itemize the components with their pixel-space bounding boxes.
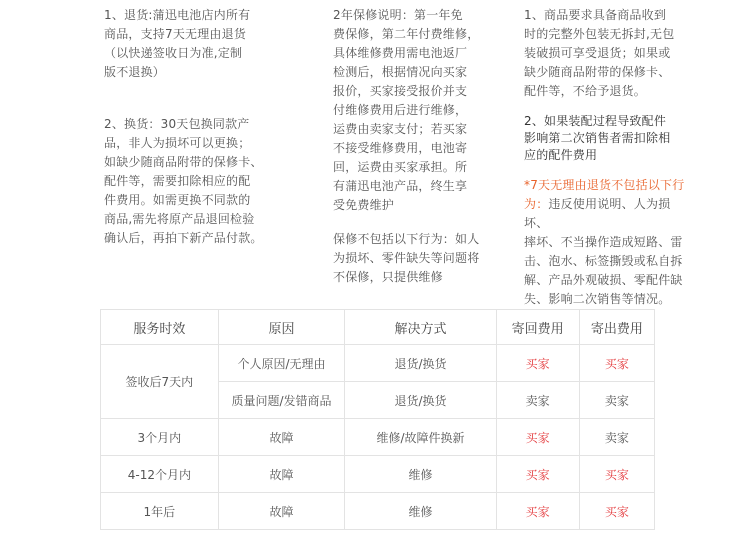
exclusion-details: 违反使用说明、人为损坏、 摔坏、不当操作造成短路、雷 击、泡水、标签撕毁或私自拆 解、产品外观破损、零配件缺 失、影响二次销售等情况。 [524, 197, 683, 306]
ship-fee-cell: 卖家 [579, 419, 654, 456]
solution-cell: 退货/换货 [345, 345, 496, 382]
return-fee-cell: 买家 [496, 419, 579, 456]
header-solution: 解决方式 [345, 310, 496, 345]
table-row [101, 493, 655, 530]
reason-cell: 故障 [218, 493, 345, 530]
period-cell: 3个月内 [101, 419, 219, 456]
table-row [101, 345, 655, 382]
ship-fee-cell: 买家 [579, 456, 654, 493]
solution-cell: 维修 [345, 456, 496, 493]
return-policy-text: 1、退货:蒲迅电池店内所有 商品，支持7天无理由退货 （以快递签收日为准,定制 版不退换） [104, 8, 251, 79]
table-row [101, 456, 655, 493]
return-fee-cell: 买家 [496, 345, 579, 382]
policy-column-warranty [333, 6, 488, 287]
exclusion-warning: *7天无理由退货不包括以下行 为： [524, 178, 685, 211]
accessory-deduction-text: 2、如果装配过程导致配件 影响第二次销售者需扣除相 应的配件费用 [524, 114, 671, 162]
solution-cell: 维修/故障件换新 [345, 419, 496, 456]
reason-cell: 个人原因/无理由 [218, 345, 345, 382]
period-cell: 4-12个月内 [101, 456, 219, 493]
exclusion-paragraph [524, 176, 694, 309]
header-reason: 原因 [218, 310, 345, 345]
policy-column-conditions [524, 6, 694, 309]
header-ship-fee: 寄出费用 [579, 310, 654, 345]
return-fee-cell: 卖家 [496, 382, 579, 419]
reason-cell: 故障 [218, 419, 345, 456]
header-period: 服务时效 [101, 310, 219, 345]
reason-cell: 故障 [218, 456, 345, 493]
warranty-policy-text: 2年保修说明：第一年免 费保修，第二年付费维修， 具体维修费用需电池返厂 检测后，根据情况向买家 报价，买家接受报价并支 付维修费用后进行维修， 运费由卖家支付；若买家 不接受维修费用，电池寄 回，运费由买家承担。所 有蒲迅电池产品，终生享 受免费维护 [333, 8, 480, 212]
header-return-fee: 寄回费用 [496, 310, 579, 345]
ship-fee-cell: 卖家 [579, 382, 654, 419]
warranty-exclusion-text: 保修不包括以下行为：如人 为损坏、零件缺失等问题将 不保修，只提供维修 [333, 232, 480, 284]
solution-cell: 退货/换货 [345, 382, 496, 419]
period-cell: 签收后7天内 [101, 345, 219, 419]
reason-cell: 质量问题/发错商品 [218, 382, 345, 419]
return-fee-cell: 买家 [496, 456, 579, 493]
period-cell: 1年后 [101, 493, 219, 530]
table-header-row [101, 310, 655, 345]
policy-column-returns [104, 6, 274, 248]
return-fee-cell: 买家 [496, 493, 579, 530]
return-condition-text: 1、商品要求具备商品收到 时的完整外包装无拆封,无包 装破损可享受退货；如果或 缺少随商品附带的保修卡、 配件等，不给予退货。 [524, 8, 675, 98]
service-table [100, 309, 655, 530]
ship-fee-cell: 买家 [579, 345, 654, 382]
ship-fee-cell: 买家 [579, 493, 654, 530]
exchange-policy-text: 2、换货：30天包换同款产 品，非人为损坏可以更换； 如缺少随商品附带的保修卡、 配件等，需要扣除相应的配 件费用。如需更换不同款的 商品,需先将原产品退回检验 确认后，再拍下新产品付款。 [104, 117, 263, 245]
table-row [101, 419, 655, 456]
solution-cell: 维修 [345, 493, 496, 530]
